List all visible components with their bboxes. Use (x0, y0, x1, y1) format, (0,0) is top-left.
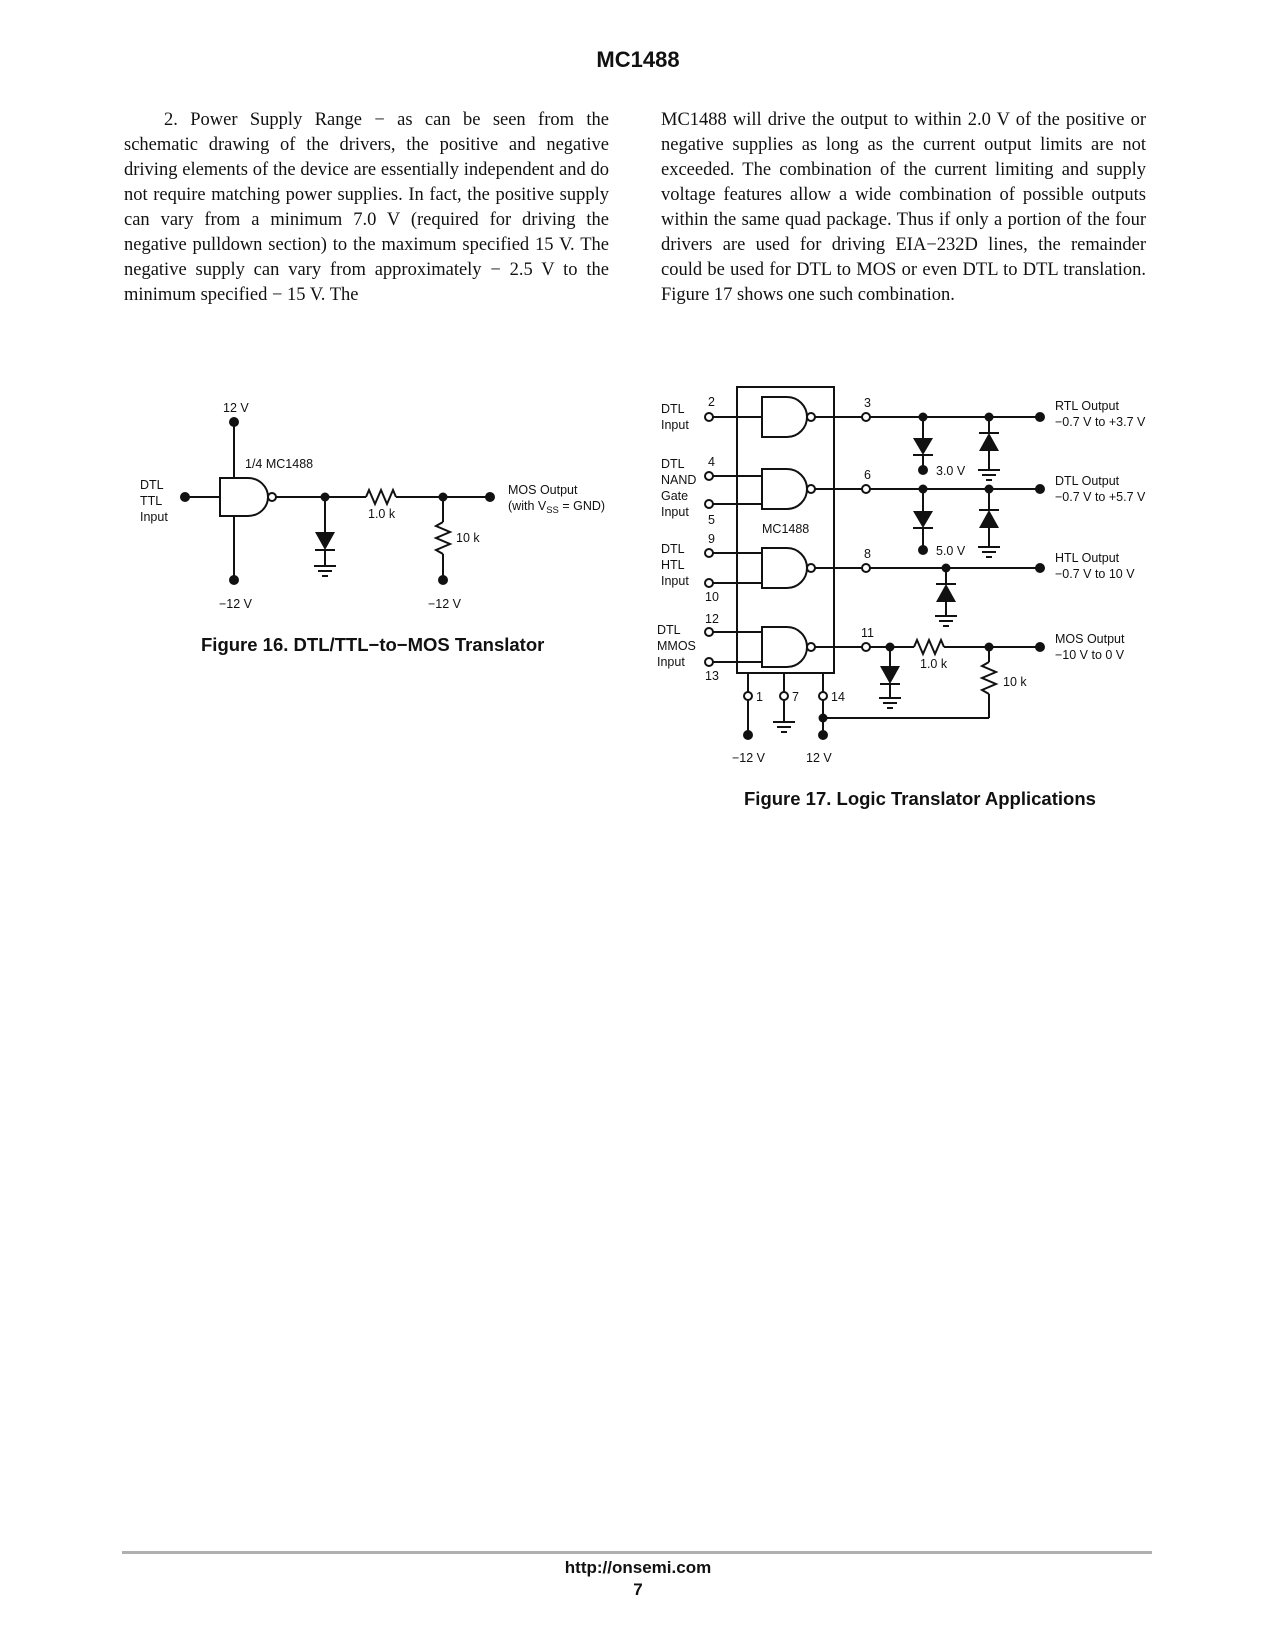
fig17-pin-4: 4 (708, 455, 715, 469)
fig17-in2-label-2: NAND (661, 473, 697, 487)
fig17-supply-neg-label: −12 V (732, 751, 766, 765)
fig16-supply-top-label: 12 V (223, 401, 249, 415)
figure-17-schematic (0, 0, 1276, 800)
fig17-mos-output-label: MOS Output (1055, 632, 1125, 646)
fig17-in1-label-2: Input (661, 418, 689, 432)
fig17-rtl-output-label: RTL Output (1055, 399, 1119, 413)
figure-17-caption: Figure 17. Logic Translator Applications (744, 788, 1096, 809)
fig17-chip-label: MC1488 (762, 522, 810, 536)
fig17-dtl-output-label: DTL Output (1055, 474, 1120, 488)
page-title: MC1488 (596, 47, 680, 72)
fig17-rtl-output-range: −0.7 V to +3.7 V (1055, 415, 1146, 429)
fig17-pin-13: 13 (705, 669, 719, 683)
fig17-in4-label-3: Input (657, 655, 685, 669)
fig17-pin-12: 12 (705, 612, 719, 626)
fig17-voltage-3v: 3.0 V (936, 464, 966, 478)
fig16-gate-label: 1/4 MC1488 (245, 457, 314, 471)
fig17-pin-7: 7 (792, 690, 799, 704)
fig17-pin-9: 9 (708, 532, 715, 546)
fig17-in4-label-2: MMOS (657, 639, 696, 653)
fig16-input-label-1: DTL (140, 478, 164, 492)
fig17-supply-pos-label: 12 V (806, 751, 832, 765)
figure-16-caption: Figure 16. DTL/TTL−to−MOS Translator (201, 634, 545, 655)
page-number: 7 (633, 1580, 643, 1599)
fig16-output-label-1: MOS Output (508, 483, 578, 497)
fig16-supply-bottom-right-label: −12 V (428, 597, 462, 611)
fig17-mos-output-range: −10 V to 0 V (1055, 648, 1125, 662)
fig17-pulldown-resistor-label: 10 k (1003, 675, 1027, 689)
fig17-voltage-5v: 5.0 V (936, 544, 966, 558)
fig17-series-resistor-label: 1.0 k (920, 657, 948, 671)
fig17-pin-1: 1 (756, 690, 763, 704)
fig16-output-label-2: (with $V_{SS} = GND$) (508, 499, 606, 516)
figure-17 (0, 0, 1276, 805)
fig17-in2-label-3: Gate (661, 489, 689, 503)
fig17-pin-2: 2 (708, 395, 715, 409)
fig17-pin-14: 14 (831, 690, 845, 704)
fig17-in2-label-4: Input (661, 505, 689, 519)
fig17-pin-5: 5 (708, 513, 715, 527)
fig17-htl-output-label: HTL Output (1055, 551, 1120, 565)
fig17-in2-label-1: DTL (661, 457, 685, 471)
paragraph-power-supply-range: 2. Power Supply Range − as can be seen from the schematic drawing of the drivers, the positive and negative driving elements of the device are essentially independent and do not require matching power supplies. In fact, the positive supply can vary from a minimum 7.0 V (required for driving the negative pulldown section) to the maximum specified 15 V. The negative supply can vary from approximately − 2.5 V to the minimum specified − 15 V. The (124, 110, 609, 305)
fig17-pin-6: 6 (864, 468, 871, 482)
fig17-in3-label-2: HTL (661, 558, 685, 572)
fig16-input-label-2: TTL (140, 494, 163, 508)
fig16-input-label-3: Input (140, 510, 168, 524)
footer-url: http://onsemi.com (564, 1558, 712, 1577)
fig16-pulldown-resistor-label: 10 k (456, 531, 480, 545)
fig16-supply-bottom-left-label: −12 V (219, 597, 253, 611)
fig17-in1-label-1: DTL (661, 402, 685, 416)
fig17-htl-output-range: −0.7 V to 10 V (1055, 567, 1135, 581)
fig17-pin-11: 11 (861, 626, 874, 640)
fig17-pin-10: 10 (705, 590, 719, 604)
paragraph-continued: MC1488 will drive the output to within 2.0 V of the positive or negative supplies as long as the current output limits are not exceeded. The combination of the current limiting and supply voltage features allow a wide combination of possible outputs within the same quad package. Thus if only a portion of the four drivers are used for driving EIA−232D lines, the remainder could be used for DTL to MOS or even DTL to DTL translation. Figure 17 shows one such combination. (661, 110, 1146, 305)
fig17-in3-label-3: Input (661, 574, 689, 588)
fig17-dtl-output-range: −0.7 V to +5.7 V (1055, 490, 1146, 504)
fig17-pin-3: 3 (864, 396, 871, 410)
footer-divider (122, 1551, 1152, 1554)
fig17-in4-label-1: DTL (657, 623, 681, 637)
fig17-pin-8: 8 (864, 547, 871, 561)
fig16-series-resistor-label: 1.0 k (368, 507, 396, 521)
fig17-in3-label-1: DTL (661, 542, 685, 556)
